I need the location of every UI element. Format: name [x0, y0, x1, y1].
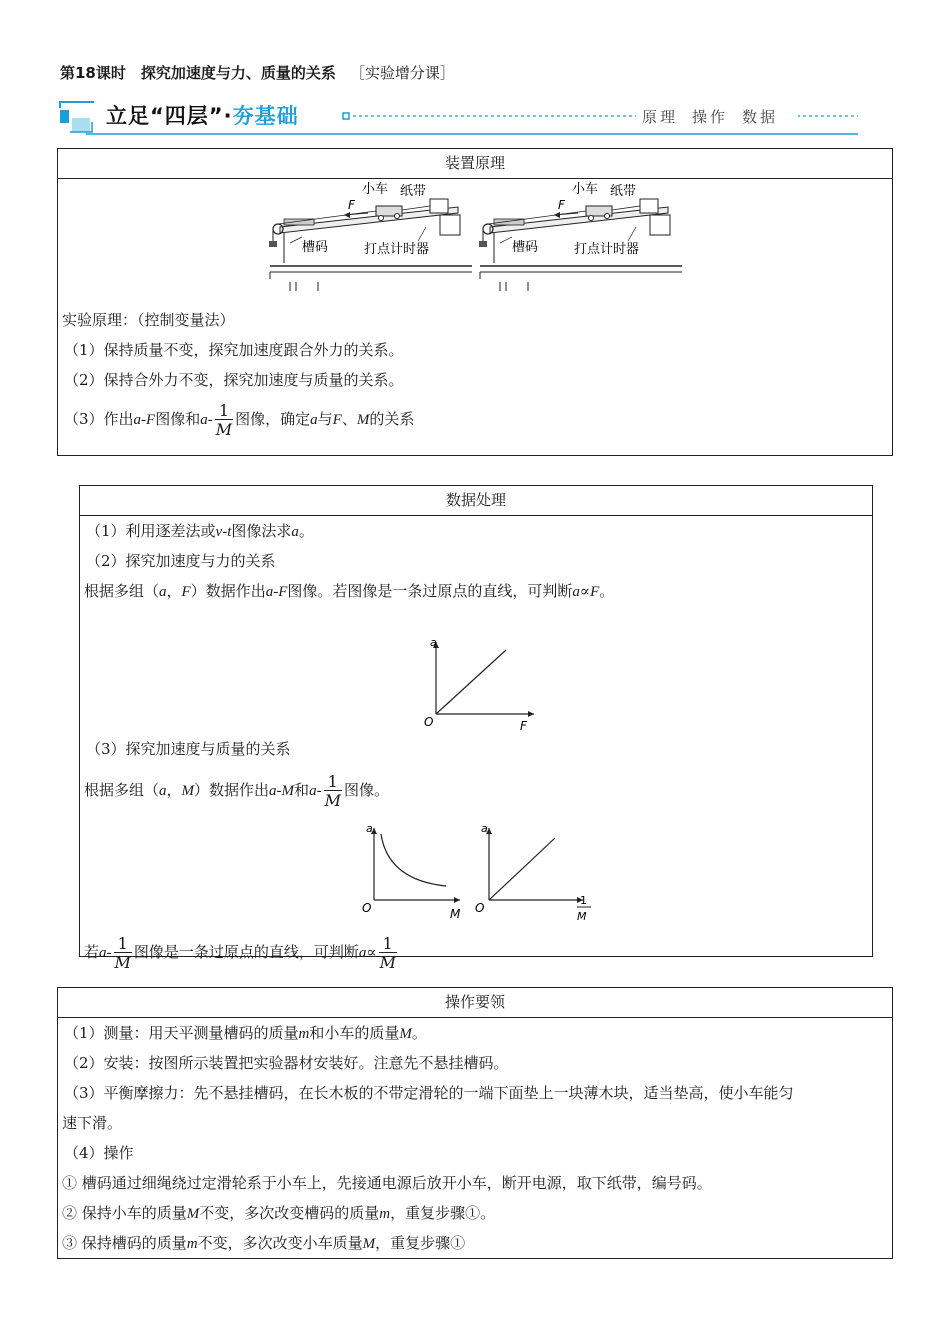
label-tape: 纸带	[400, 184, 427, 199]
apparatus-table	[57, 148, 893, 456]
svg-text:a: a	[481, 822, 488, 835]
graph-a-M-curve	[381, 834, 446, 886]
label-weight: 槽码	[302, 240, 329, 255]
principle-item-2: （2）保持合外力不变，探究加速度与质量的关系。	[64, 371, 404, 389]
data-processing-table	[79, 485, 873, 972]
lesson-title	[60, 62, 455, 83]
section-banner	[56, 96, 858, 136]
svg-text:F: F	[558, 198, 565, 212]
operation-line-4: （4）操作	[64, 1144, 134, 1162]
operation-header: 操作要领	[58, 988, 893, 1018]
operation-line-3b: 速下滑。	[62, 1114, 123, 1132]
principle-item-1: （1）保持质量不变，探究加速度跟合外力的关系。	[64, 341, 404, 359]
graph-a-F	[416, 634, 556, 734]
operation-table	[57, 987, 893, 1259]
lesson-tag: ［实验增分课］	[349, 64, 455, 82]
banner-item-data: 数据	[742, 108, 779, 126]
operation-line-5: ① 槽码通过细绳绕过定滑轮系于小车上，先接通电源后放开小车，断开电源，取下纸带，编号码。	[62, 1174, 712, 1192]
label-car-2: 小车	[572, 182, 599, 197]
svg-text:a: a	[430, 636, 437, 649]
data-item-3: （3）探究加速度与质量的关系	[86, 740, 291, 758]
graph-a-inv-M	[473, 820, 613, 930]
svg-text:M: M	[450, 907, 461, 920]
graph-a-inv-M-line	[489, 838, 555, 900]
svg-text:F: F	[520, 719, 527, 733]
banner-nav	[636, 106, 798, 127]
label-timer: 打点计时器	[364, 242, 430, 257]
banner-title: 立足“四层”·夯基础	[106, 104, 299, 128]
svg-text:F: F	[348, 198, 355, 212]
label-weight-2: 槽码	[512, 240, 539, 255]
graph-a-M	[358, 820, 478, 920]
data-item-1: （1）利用逐差法或v-t图像法求a。	[86, 522, 314, 540]
data-conclusion: 若a- $\frac{1}{M}$ 图像是一条过原点的直线，可判断a∝ $\frac{1}{M}$	[84, 933, 396, 972]
data-item-2: （2）探究加速度与力的关系	[86, 552, 276, 570]
principle-item-3: （3）作出a-F图像和a- $\frac{1}{M}$ 图像，确定a与F、M的关系	[64, 400, 415, 439]
apparatus-header: 装置原理	[58, 149, 893, 179]
svg-text:M: M	[577, 910, 587, 923]
operation-line-3a: （3）平衡摩擦力：先不悬挂槽码，在长木板的不带定滑轮的一端下面垫上一块薄木块，适当垫高，使小车能匀	[64, 1084, 794, 1102]
label-tape-2: 纸带	[610, 184, 637, 199]
banner-item-principle: 原理	[642, 108, 679, 126]
label-car: 小车	[362, 182, 389, 197]
operation-line-7: ③ 保持槽码的质量m不变，多次改变小车质量M，重复步骤①	[62, 1234, 466, 1252]
operation-line-2: （2）安装：按图所示装置把实验器材安装好。注意先不悬挂槽码。	[64, 1054, 509, 1072]
apparatus-diagram	[58, 179, 894, 299]
svg-text:1: 1	[580, 894, 587, 907]
operation-line-1: （1）测量：用天平测量槽码的质量m和小车的质量M。	[64, 1024, 427, 1042]
svg-text:a: a	[366, 822, 373, 835]
svg-text:O: O	[362, 901, 372, 915]
label-timer-2: 打点计时器	[574, 242, 640, 257]
data-item-2-text: 根据多组（a，F）数据作出a-F图像。若图像是一条过原点的直线，可判断a∝F。	[84, 582, 615, 600]
graph-a-F-line	[436, 650, 506, 714]
svg-text:O: O	[424, 715, 434, 729]
svg-text:O: O	[475, 901, 485, 915]
principle-title: 实验原理：（控制变量法）	[62, 311, 235, 329]
data-header: 数据处理	[80, 486, 873, 516]
banner-item-operation: 操作	[692, 108, 729, 126]
data-item-3-text: 根据多组（a，M）数据作出a-M和a- $\frac{1}{M}$ 图像。	[84, 771, 389, 810]
lesson-title-text: 第18课时 探究加速度与力、质量的关系	[60, 64, 336, 82]
operation-line-6: ② 保持小车的质量M不变，多次改变槽码的质量m，重复步骤①。	[62, 1204, 496, 1222]
